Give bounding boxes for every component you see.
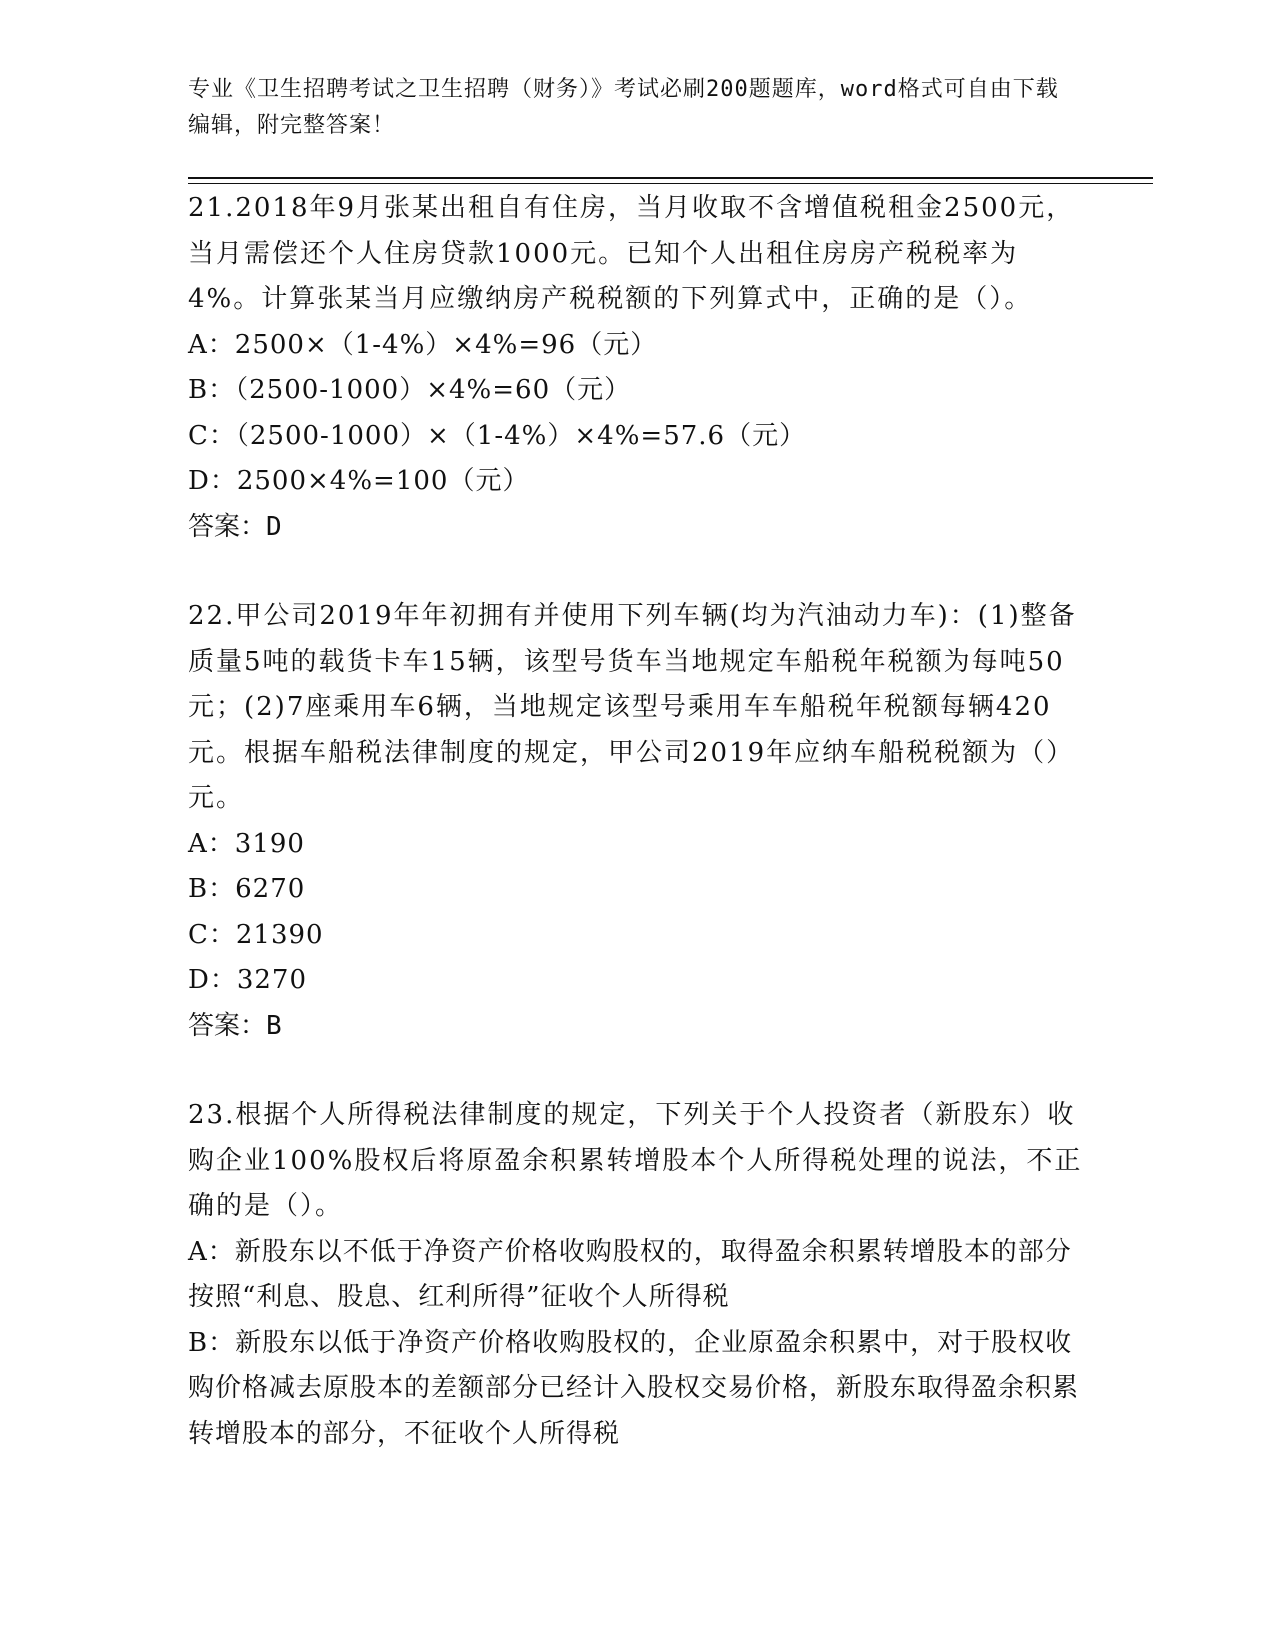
option-b: B：6270 <box>188 874 306 904</box>
question-list <box>188 186 1083 1501</box>
question-21 <box>188 186 1083 550</box>
header-divider-thick <box>188 177 1153 179</box>
option-d: D：3270 <box>188 965 308 995</box>
option-a: A：3190 <box>188 828 305 859</box>
option-c: C：（2500-1000）×（1-4%）×4%=57.6（元） <box>188 420 807 451</box>
header-divider-thin <box>188 183 1153 184</box>
answer: 答案：B <box>188 1010 282 1041</box>
question-23 <box>188 1093 1083 1457</box>
option-b: B：（2500-1000）×4%=60（元） <box>188 375 632 405</box>
question-stem: 22.甲公司2019年年初拥有并使用下列车辆(均为汽油动力车)：(1)整备质量5吨的载货卡车15辆，该型号货车当地规定车船税年税额为每吨50元；(2)7座乘用车6辆，当地规定该型号乘用车车船税年税额每辆420元。根据车船税法律制度的规定，甲公司2019年应纳车船税税额为（）元。 <box>188 601 1077 813</box>
option-d: D：2500×4%=100（元） <box>188 466 530 496</box>
option-a: A：新股东以不低于净资产价格收购股权的，取得盈余积累转增股本的部分按照“利息、股息、红利所得”征收个人所得税 <box>188 1236 1072 1312</box>
question-stem: 23.根据个人所得税法律制度的规定，下列关于个人投资者（新股东）收购企业100%股权后将原盈余积累转增股本个人所得税处理的说法，不正确的是（）。 <box>188 1100 1083 1221</box>
page-header: 专业《卫生招聘考试之卫生招聘（财务）》考试必刷200题题库，word格式可自由下载编辑，附完整答案！ <box>188 77 1059 138</box>
question-22 <box>188 594 1083 1049</box>
question-stem: 21.2018年9月张某出租自有住房，当月收取不含增值税租金2500元，当月需偿还个人住房贷款1000元。已知个人出租住房房产税税率为4%。计算张某当月应缴纳房产税税额的下列算式中，正确的是（）。 <box>188 193 1075 314</box>
answer: 答案：D <box>188 511 282 542</box>
option-a: A：2500×（1-4%）×4%=96（元） <box>188 329 658 360</box>
option-b: B：新股东以低于净资产价格收购股权的，企业原盈余积累中，对于股权收购价格减去原股本的差额部分已经计入股权交易价格，新股东取得盈余积累转增股本的部分，不征收个人所得税 <box>188 1327 1080 1449</box>
option-c: C：21390 <box>188 919 324 950</box>
